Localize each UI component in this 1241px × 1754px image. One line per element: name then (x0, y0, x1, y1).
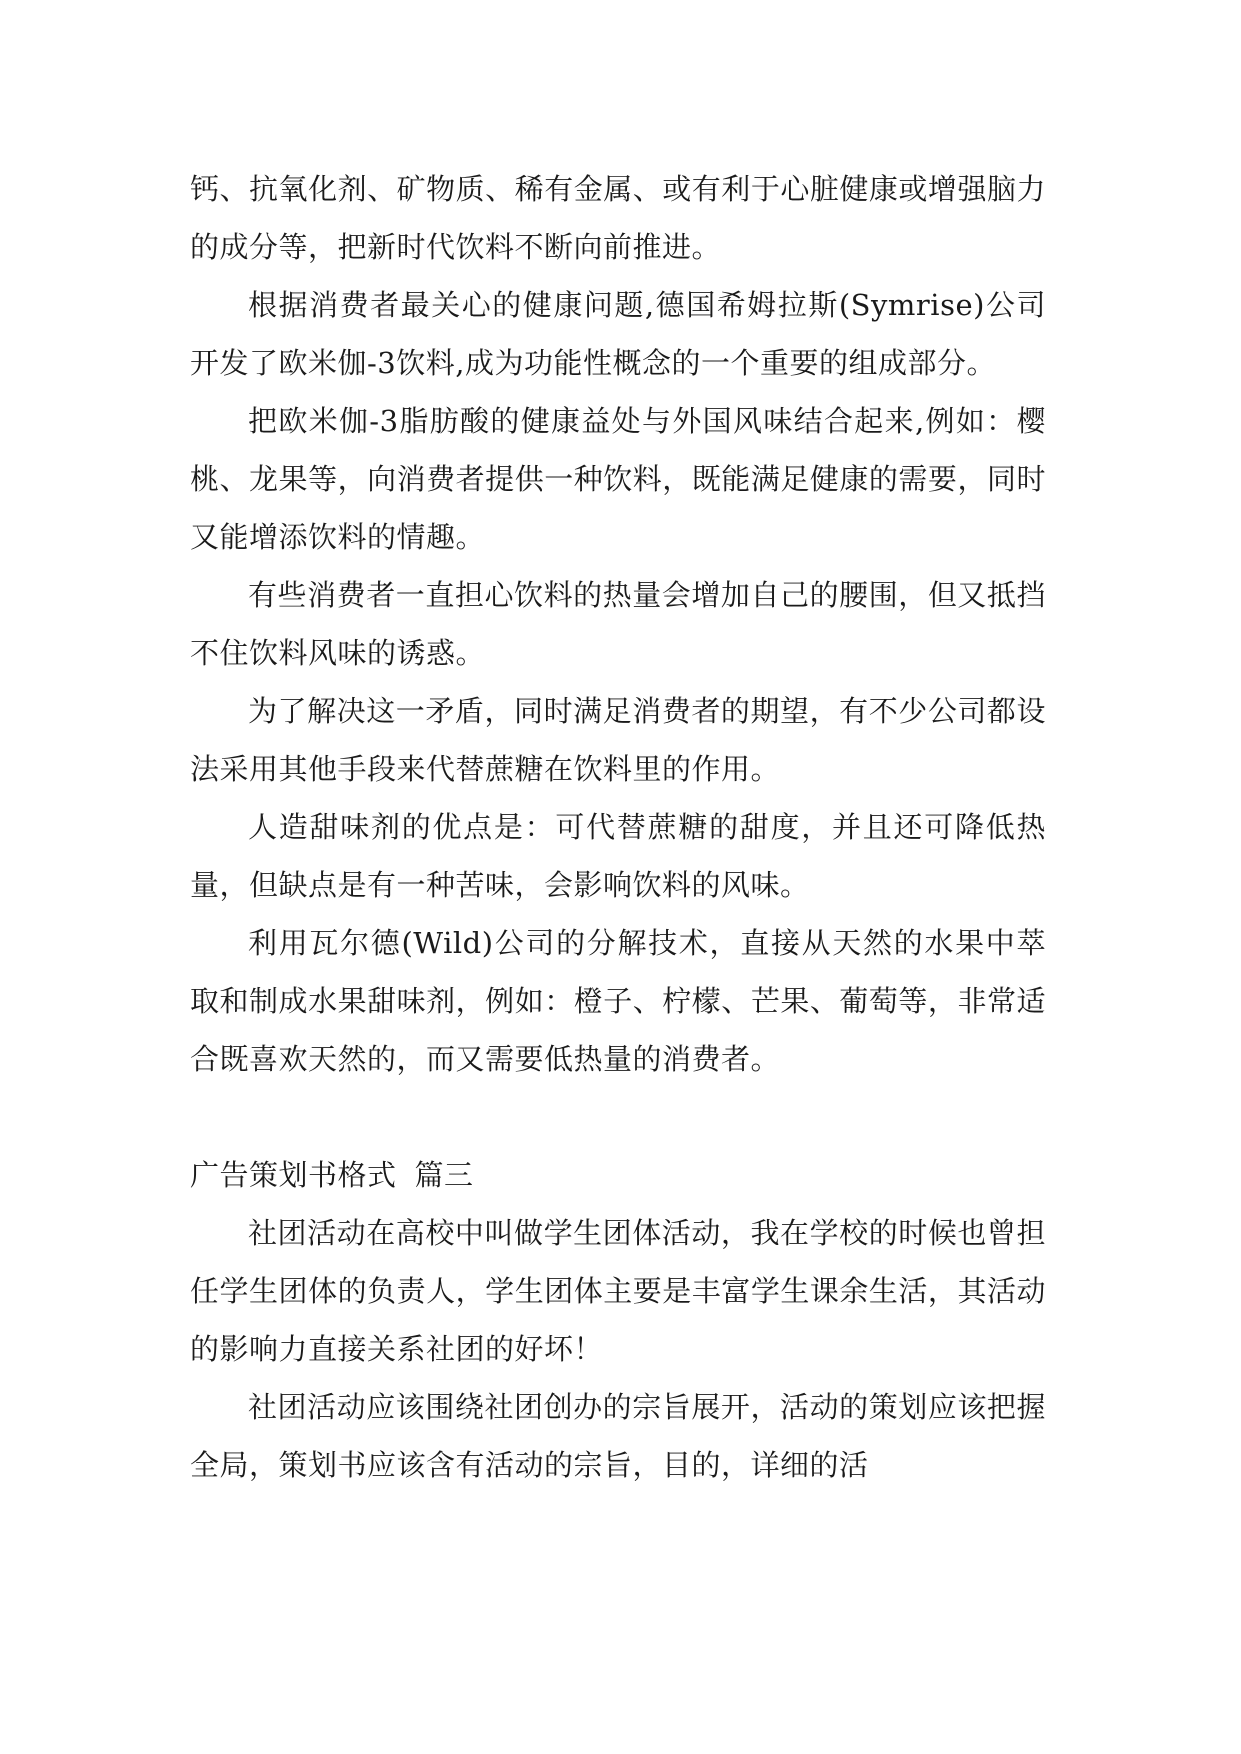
document-page (190, 160, 1046, 1494)
paragraph-2: 根据消费者最关心的健康问题,德国希姆拉斯(Symrise)公司开发了欧米伽-3饮料,成为功能性概念的一个重要的组成部分。 (190, 288, 1046, 380)
paragraph-6: 人造甜味剂的优点是：可代替蔗糖的甜度，并且还可降低热量，但缺点是有一种苦味，会影响饮料的风味。 (190, 810, 1046, 902)
section-heading (190, 1146, 1046, 1204)
paragraph-3: 把欧米伽-3脂肪酸的健康益处与外国风味结合起来,例如：樱桃、龙果等，向消费者提供一种饮料，既能满足健康的需要，同时又能增添饮料的情趣。 (190, 404, 1046, 554)
paragraph-9: 社团活动应该围绕社团创办的宗旨展开，活动的策划应该把握全局，策划书应该含有活动的宗旨，目的，详细的活 (190, 1390, 1046, 1482)
section-subtitle: 篇三 (414, 1158, 474, 1192)
paragraph-4: 有些消费者一直担心饮料的热量会增加自己的腰围，但又抵挡不住饮料风味的诱惑。 (190, 578, 1046, 670)
section-title: 广告策划书格式 (190, 1158, 397, 1192)
paragraph-5: 为了解决这一矛盾，同时满足消费者的期望，有不少公司都设法采用其他手段来代替蔗糖在饮料里的作用。 (190, 694, 1046, 786)
paragraph-1: 钙、抗氧化剂、矿物质、稀有金属、或有利于心脏健康或增强脑力的成分等，把新时代饮料不断向前推进。 (190, 172, 1046, 264)
paragraph-7: 利用瓦尔德(Wild)公司的分解技术，直接从天然的水果中萃取和制成水果甜味剂，例如：橙子、柠檬、芒果、葡萄等，非常适合既喜欢天然的，而又需要低热量的消费者。 (190, 926, 1046, 1076)
paragraph-8: 社团活动在高校中叫做学生团体活动，我在学校的时候也曾担任学生团体的负责人，学生团体主要是丰富学生课余生活，其活动的影响力直接关系社团的好坏！ (190, 1216, 1046, 1366)
